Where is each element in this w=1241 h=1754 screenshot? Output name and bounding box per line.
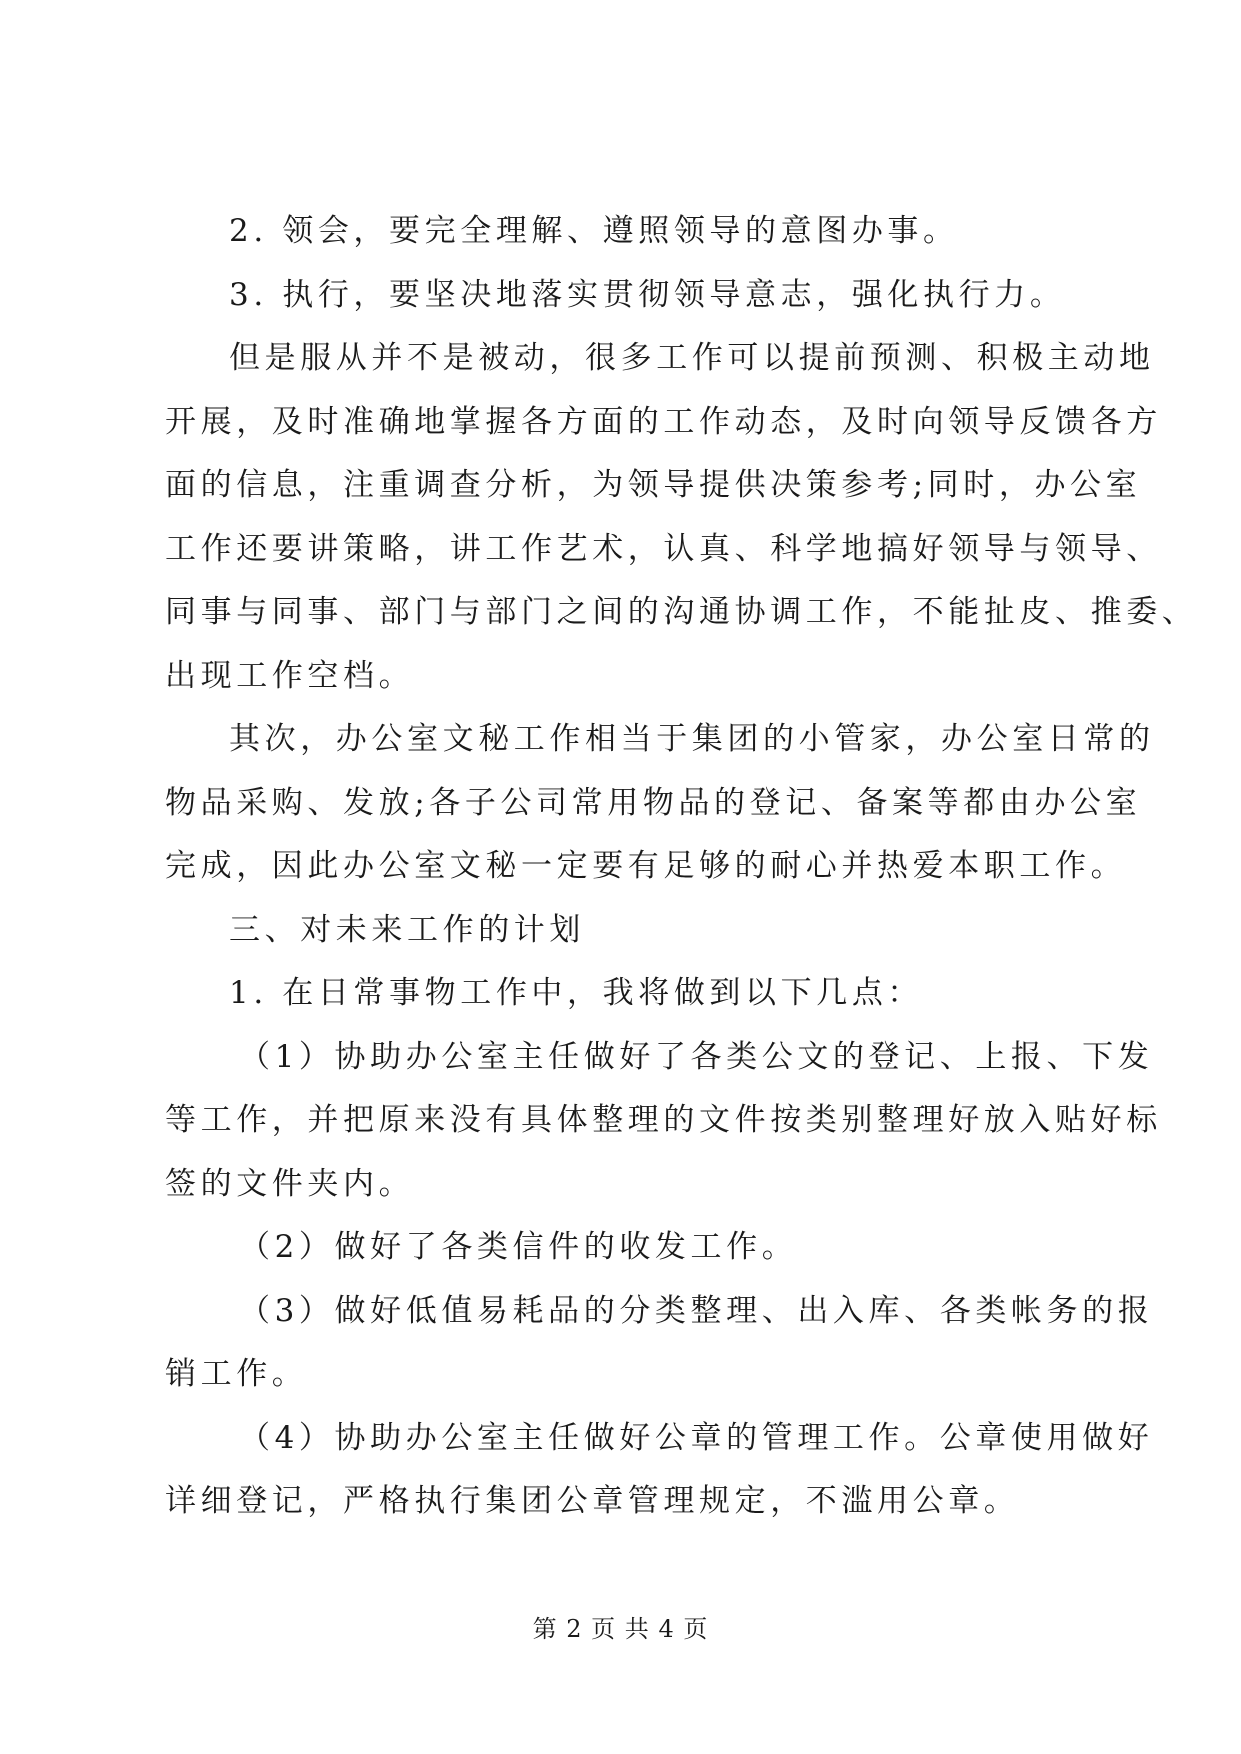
text-line: 开展，及时准确地掌握各方面的工作动态，及时向领导反馈各方: [165, 403, 1162, 440]
text-line: 物品采购、发放;各子公司常用物品的登记、备案等都由办公室: [165, 784, 1142, 821]
text-line: 2. 领会，要完全理解、遵照领导的意图办事。: [229, 213, 959, 249]
text-line: （4）协助办公室主任做好公章的管理工作。公章使用做好: [239, 1419, 1154, 1456]
text-line: 签的文件夹内。: [165, 1165, 415, 1202]
text-line: 同事与同事、部门与部门之间的沟通协调工作，不能扯皮、推委、: [165, 594, 1198, 630]
text-line: 其次，办公室文秘工作相当于集团的小管家，办公室日常的: [229, 721, 1155, 757]
document-body: [165, 200, 1198, 1534]
text-line: 工作还要讲策略，讲工作艺术，认真、科学地搞好领导与领导、: [165, 530, 1162, 567]
text-line: 销工作。: [165, 1356, 308, 1392]
text-line: （1）协助办公室主任做好了各类公文的登记、上报、下发: [239, 1038, 1154, 1075]
text-line: 3. 执行，要坚决地落实贯彻领导意志，强化执行力。: [229, 276, 1066, 313]
text-line: 面的信息，注重调查分析，为领导提供决策参考;同时，办公室: [165, 467, 1142, 503]
text-line: 详细登记，严格执行集团公章管理规定，不滥用公章。: [165, 1483, 1020, 1519]
text-line: 等工作，并把原来没有具体整理的文件按类别整理好放入贴好标: [165, 1102, 1162, 1138]
section-heading: 三、对未来工作的计划: [229, 911, 585, 948]
text-line: （2）做好了各类信件的收发工作。: [239, 1229, 798, 1265]
text-line: 完成，因此办公室文秘一定要有足够的耐心并热爱本职工作。: [165, 848, 1127, 884]
text-line: 1. 在日常事物工作中，我将做到以下几点：: [229, 975, 924, 1011]
text-line: 但是服从并不是被动，很多工作可以提前预测、积极主动地: [229, 340, 1155, 376]
text-line: （3）做好低值易耗品的分类整理、出入库、各类帐务的报: [239, 1292, 1154, 1329]
text-line: 出现工作空档。: [165, 657, 415, 694]
page-number-footer: 第 2 页 共 4 页: [532, 1615, 709, 1643]
